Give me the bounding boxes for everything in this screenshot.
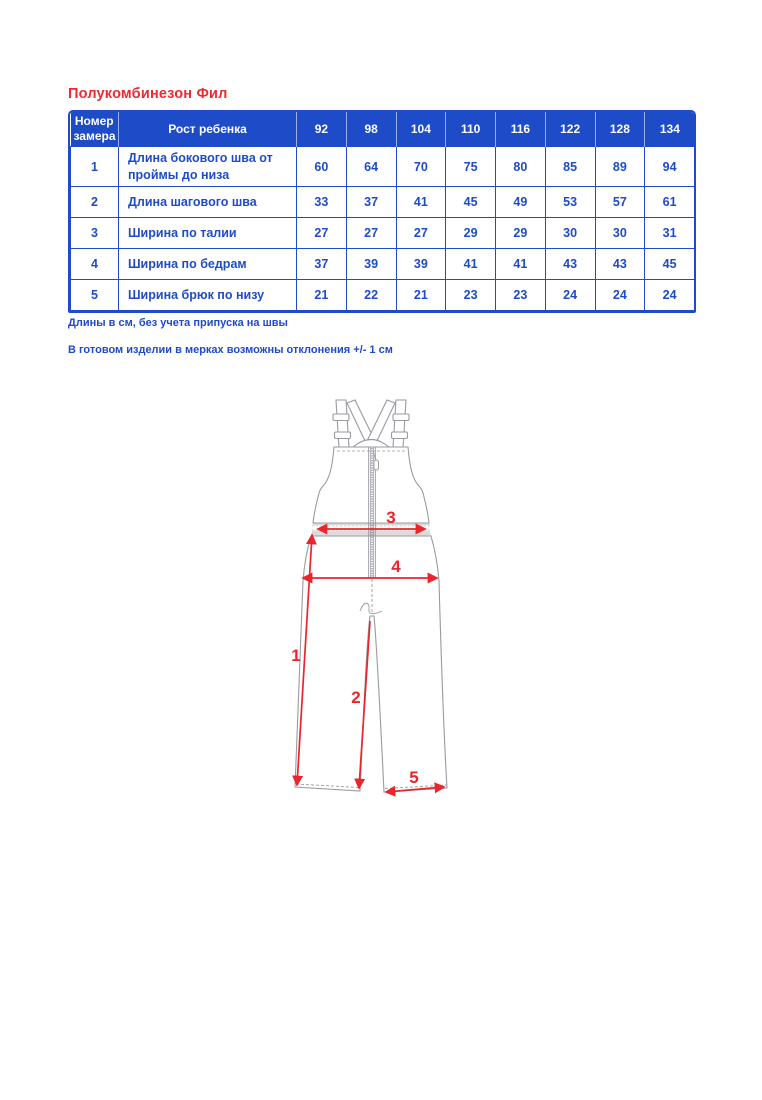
col-header-size-122: 122	[545, 112, 595, 147]
bib	[313, 447, 429, 523]
table-row	[71, 187, 695, 218]
row-number: 3	[71, 218, 119, 249]
garment-outline	[295, 400, 447, 792]
value-cell: 70	[396, 147, 446, 187]
col-header-size-134: 134	[645, 112, 695, 147]
value-cell: 49	[496, 187, 546, 218]
label-waist: 3	[386, 508, 396, 527]
value-cell: 24	[595, 280, 645, 311]
table-row	[71, 218, 695, 249]
value-cell: 24	[645, 280, 695, 311]
value-cell: 94	[645, 147, 695, 187]
value-cell: 60	[297, 147, 347, 187]
col-header-measure-number: Номер замера	[71, 112, 119, 147]
label-side-seam: 1	[291, 646, 301, 665]
col-header-size-92: 92	[297, 112, 347, 147]
inner-straps	[347, 400, 395, 443]
value-cell: 53	[545, 187, 595, 218]
page-title: Полукомбинезон Фил	[68, 86, 228, 102]
value-cell: 39	[346, 249, 396, 280]
value-cell: 89	[595, 147, 645, 187]
value-cell: 23	[496, 280, 546, 311]
value-cell: 23	[446, 280, 496, 311]
left-strap	[333, 400, 351, 448]
value-cell: 33	[297, 187, 347, 218]
table-row	[71, 280, 695, 311]
value-cell: 27	[396, 218, 446, 249]
value-cell: 37	[346, 187, 396, 218]
col-header-height: Рост ребенка	[119, 112, 297, 147]
value-cell: 45	[645, 249, 695, 280]
note-tolerance: В готовом изделии в мерках возможны отклонения +/- 1 см	[68, 344, 393, 356]
overalls-sketch	[260, 385, 500, 815]
row-number: 4	[71, 249, 119, 280]
measure-label: Длина бокового шва от проймы до низа	[119, 147, 297, 187]
value-cell: 43	[595, 249, 645, 280]
col-header-size-98: 98	[346, 112, 396, 147]
value-cell: 27	[297, 218, 347, 249]
value-cell: 29	[446, 218, 496, 249]
value-cell: 24	[545, 280, 595, 311]
value-cell: 41	[396, 187, 446, 218]
value-cell: 39	[396, 249, 446, 280]
pants	[295, 536, 447, 792]
value-cell: 22	[346, 280, 396, 311]
value-cell: 30	[595, 218, 645, 249]
value-cell: 30	[545, 218, 595, 249]
value-cell: 45	[446, 187, 496, 218]
row-number: 5	[71, 280, 119, 311]
garment-diagram	[260, 385, 500, 815]
measure-label: Ширина брюк по низу	[119, 280, 297, 311]
value-cell: 57	[595, 187, 645, 218]
col-header-size-116: 116	[496, 112, 546, 147]
col-header-size-128: 128	[595, 112, 645, 147]
value-cell: 21	[297, 280, 347, 311]
zipper-pull	[374, 460, 379, 470]
value-cell: 41	[496, 249, 546, 280]
col-header-size-110: 110	[446, 112, 496, 147]
measure-label: Ширина по талии	[119, 218, 297, 249]
value-cell: 43	[545, 249, 595, 280]
value-cell: 41	[446, 249, 496, 280]
neckline-arc	[353, 440, 389, 448]
value-cell: 31	[645, 218, 695, 249]
size-table	[70, 112, 695, 311]
table-row	[71, 249, 695, 280]
measure-label: Длина шагового шва	[119, 187, 297, 218]
label-leg-bottom: 5	[409, 768, 419, 787]
header-row	[71, 112, 695, 147]
table-row	[71, 147, 695, 187]
label-inseam: 2	[351, 688, 361, 707]
row-number: 2	[71, 187, 119, 218]
value-cell: 21	[396, 280, 446, 311]
measure-label: Ширина по бедрам	[119, 249, 297, 280]
value-cell: 75	[446, 147, 496, 187]
size-table-container	[68, 110, 696, 313]
row-number: 1	[71, 147, 119, 187]
value-cell: 85	[545, 147, 595, 187]
value-cell: 80	[496, 147, 546, 187]
value-cell: 37	[297, 249, 347, 280]
label-hips: 4	[391, 557, 401, 576]
note-units: Длины в см, без учета припуска на швы	[68, 317, 288, 329]
right-strap	[392, 400, 410, 448]
col-header-size-104: 104	[396, 112, 446, 147]
value-cell: 29	[496, 218, 546, 249]
value-cell: 27	[346, 218, 396, 249]
value-cell: 64	[346, 147, 396, 187]
value-cell: 61	[645, 187, 695, 218]
